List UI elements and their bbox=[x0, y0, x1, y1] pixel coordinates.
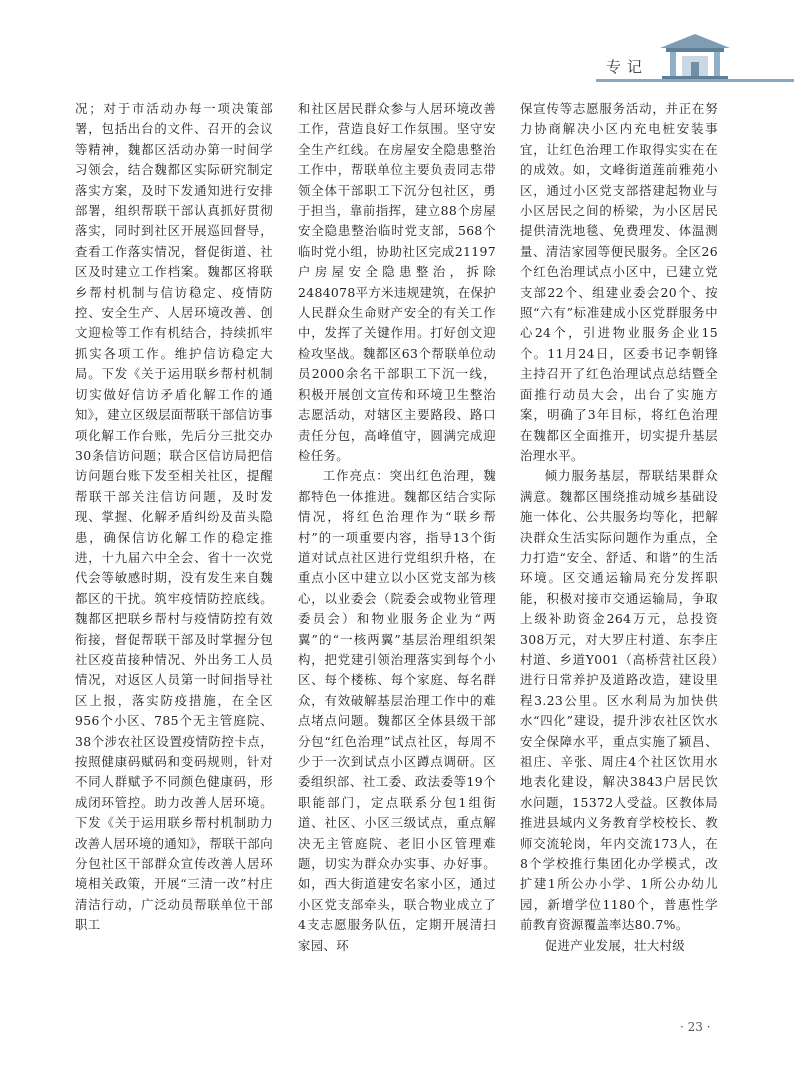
text-column-2 bbox=[298, 99, 496, 956]
header-rule bbox=[596, 79, 794, 82]
page-header bbox=[0, 0, 794, 92]
page-number: · 23 · bbox=[680, 1020, 711, 1034]
text-column-3 bbox=[520, 99, 718, 956]
paragraph: 促进产业发展，壮大村级 bbox=[544, 937, 685, 953]
paragraph: 保宣传等志愿服务活动，并正在努力协商解决小区内充电桩安装事宜，让红色治理工作取得实实在在的成效。如，文峰街道莲前雅苑小区，通过小区党支部搭建起物业与小区居民之间的桥梁，为小区居民提供清洗地毯、免费理发、体温测量、清洁家园等便民服务。全区26个红色治理试点小区中，已建立党支部22个、组建业委会20个、按照“六有”标准建成小区党群服务中心24个，引进物业服务企业15个。11月24日，区委书记李朝锋主持召开了红色治理试点总结暨全面推行动员大会，出台了实施方案，明确了3年目标，将红色治理在魏都区全面推开，切实提升基层治理水平。 bbox=[520, 101, 718, 463]
paragraph: 和社区居民群众参与人居环境改善工作，营造良好工作氛围。坚守安全生产红线。在房屋安全隐患整治工作中，帮联单位主要负责同志带领全体干部职工下沉分包社区，勇于担当，靠前指挥，建立88个房屋安全隐患整治临时党支部，568个临时党小组，协助社区完成21197户房屋安全隐患整治，拆除2484078平方米违规建筑，在保护人民群众生命财产安全的有关工作中，发挥了关键作用。打好创文迎检攻坚战。魏都区63个帮联单位动员2000余名干部职工下沉一线，积极开展创文宣传和环境卫生整治志愿活动，对辖区主要路段、路口责任分包，高峰值守，圆满完成迎检任务。 bbox=[298, 101, 496, 463]
paragraph: 倾力服务基层，帮联结果群众满意。魏都区围绕推动城乡基础设施一体化、公共服务均等化，把解决群众生活实际问题作为重点，全力打造“安全、舒适、和谐”的生活环境。区交通运输局充分发挥职能，积极对接市交通运输局，争取上级补助资金264万元，总投资308万元，对大罗庄村道、东李庄村道、乡道Y001（高桥营社区段）进行日常养护及道路改造，建设里程3.23公里。区水利局为加快供水“四化”建设，提升涉农社区饮水安全保障水平，重点实施了颍昌、祖庄、辛张、周庄4个社区饮用水地表化建设，解决3843户居民饮水问题，15372人受益。区教体局推进县域内义务教育学校校长、教师交流轮岗，年内交流173人，在8个学校推行集团化办学模式，改扩建1所公办小学、1所公办幼儿园，新增学位1180个，普惠性学前教育资源覆盖率达80.7%。 bbox=[520, 468, 718, 933]
text-column-1 bbox=[75, 99, 273, 936]
paragraph: 工作亮点：突出红色治理，魏都特色一体推进。魏都区结合实际情况，将红色治理作为“联乡帮村”的一项重要内容，指导13个街道对试点社区进行党组织升格，在重点小区中建立以小区党支部为核心，以业委会（院委会或物业管理委员会）和物业服务企业为“两翼”的“一核两翼”基层治理组织架构，把党建引领治理落实到每个小区、每个楼栋、每个家庭、每名群众，有效破解基层治理工作中的难点堵点问题。魏都区全体县级干部分包“红色治理”试点社区，每周不少于一次到试点小区蹲点调研。区委组织部、社工委、政法委等19个职能部门，定点联系分包1组街道、社区、小区三级试点，重点解决无主管庭院、老旧小区管理难题，切实为群众办实事、办好事。如，西大街道建安名家小区，通过小区党支部牵头，联合物业成立了4支志愿服务队伍，定期开展清扫家园、环 bbox=[298, 468, 496, 953]
section-tag: 专记 bbox=[606, 58, 649, 76]
paragraph: 况；对于市活动办每一项决策部署，包括出台的文件、召开的会议等精神，魏都区活动办第一时间学习领会，结合魏都区实际研究制定落实方案，及时下发通知进行安排部署，组织帮联干部认真抓好贯彻落实，同时到社区开展巡回督导，查看工作落实情况，督促街道、社区及时建立工作档案。魏都区将联乡帮村机制与信访稳定、疫情防控、安全生产、人居环境改善、创文迎检等工作有机结合，持续抓牢抓实各项工作。维护信访稳定大局。下发《关于运用联乡帮村机制切实做好信访矛盾化解工作的通知》，建立区级层面帮联干部信访事项化解工作台账，先后分三批交办30条信访问题；联合区信访局把信访问题台账下发至相关社区，提醒帮联干部关注信访问题，及时发现、掌握、化解矛盾纠纷及苗头隐患，确保信访化解工作的稳定推进，十九届六中全会、省十一次党代会等敏感时期，没有发生来自魏都区的干扰。筑牢疫情防控底线。魏都区把联乡帮村与疫情防控有效衔接，督促帮联干部及时掌握分包社区疫苗接种情况、外出务工人员情况，对返区人员第一时间指导社区上报，落实防疫措施，在全区956个小区、785个无主管庭院、38个涉农社区设置疫情防控卡点，按照健康码赋码和变码规则，针对不同人群赋予不同颜色健康码，形成闭环管控。助力改善人居环境。下发《关于运用联乡帮村机制助力改善人居环境的通知》，帮联干部向分包社区干部群众宣传改善人居环境相关政策，开展“三清一改”村庄清洁行动，广泛动员帮联单位干部职工 bbox=[75, 101, 273, 933]
pavilion-emblem-icon bbox=[658, 30, 732, 82]
